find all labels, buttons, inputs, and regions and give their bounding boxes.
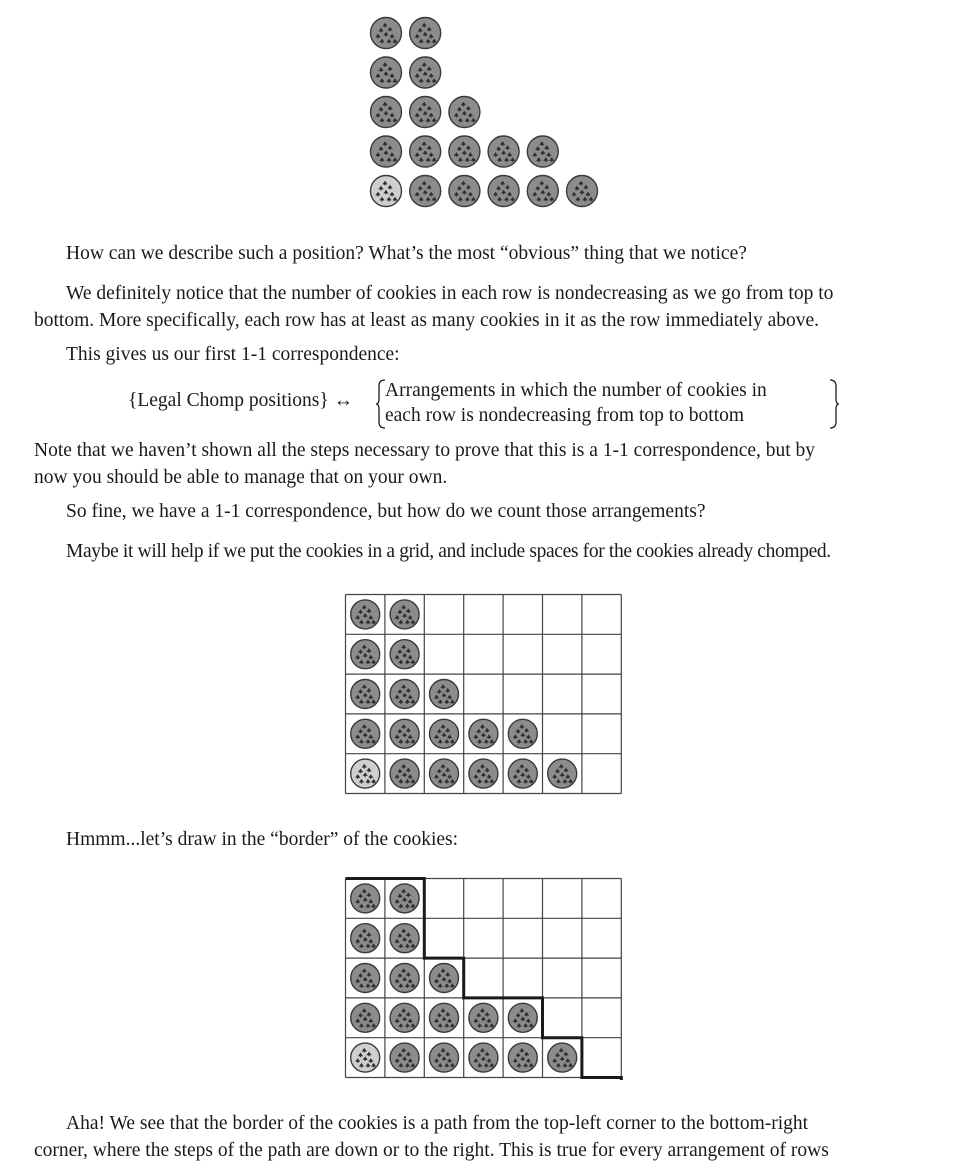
- paragraph-note-line1: Note that we haven’t shown all the steps necessary to prove that this is a 1-1 correspondence, but by: [34, 440, 816, 461]
- paragraph-aha-line1: Aha! We see that the border of the cookies is a path from the top-left corner to the bottom-right: [66, 1113, 809, 1134]
- right-brace-icon: [828, 378, 840, 430]
- correspondence-rhs-line1: Arrangements in which the number of cookies in: [385, 380, 767, 401]
- cookie-arrangement-figure: [0, 0, 960, 220]
- paragraph-count-question: So fine, we have a 1-1 correspondence, but how do we count those arrangements?: [66, 501, 706, 522]
- paragraph-question: How can we describe such a position? What’s the most “obvious” thing that we notice?: [66, 243, 747, 264]
- paragraph-grid-idea: Maybe it will help if we put the cookies in a grid, and include spaces for the cookies already chomped.: [66, 541, 831, 562]
- cookie-border-path-figure: [344, 877, 624, 1080]
- paragraph-correspondence-intro: This gives us our first 1-1 correspondence:: [66, 344, 400, 365]
- paragraph-observation-line2: bottom. More specifically, each row has at least as many cookies in it as the row immediately above.: [34, 310, 819, 331]
- correspondence-rhs-line2: each row is nondecreasing from top to bottom: [385, 405, 745, 426]
- cookie-grid-figure: [344, 593, 624, 796]
- paragraph-border-intro: Hmmm...let’s draw in the “border” of the cookies:: [66, 829, 459, 850]
- paragraph-note-line2: now you should be able to manage that on your own.: [34, 467, 448, 488]
- correspondence-rhs: [385, 378, 767, 428]
- paragraph-observation-line1: We definitely notice that the number of cookies in each row is nondecreasing as we go from top to: [66, 283, 834, 304]
- correspondence-lhs: {Legal Chomp positions} ↔: [128, 390, 354, 411]
- paragraph-aha-line2: corner, where the steps of the path are down or to the right. This is true for every arrangement of rows: [34, 1140, 829, 1161]
